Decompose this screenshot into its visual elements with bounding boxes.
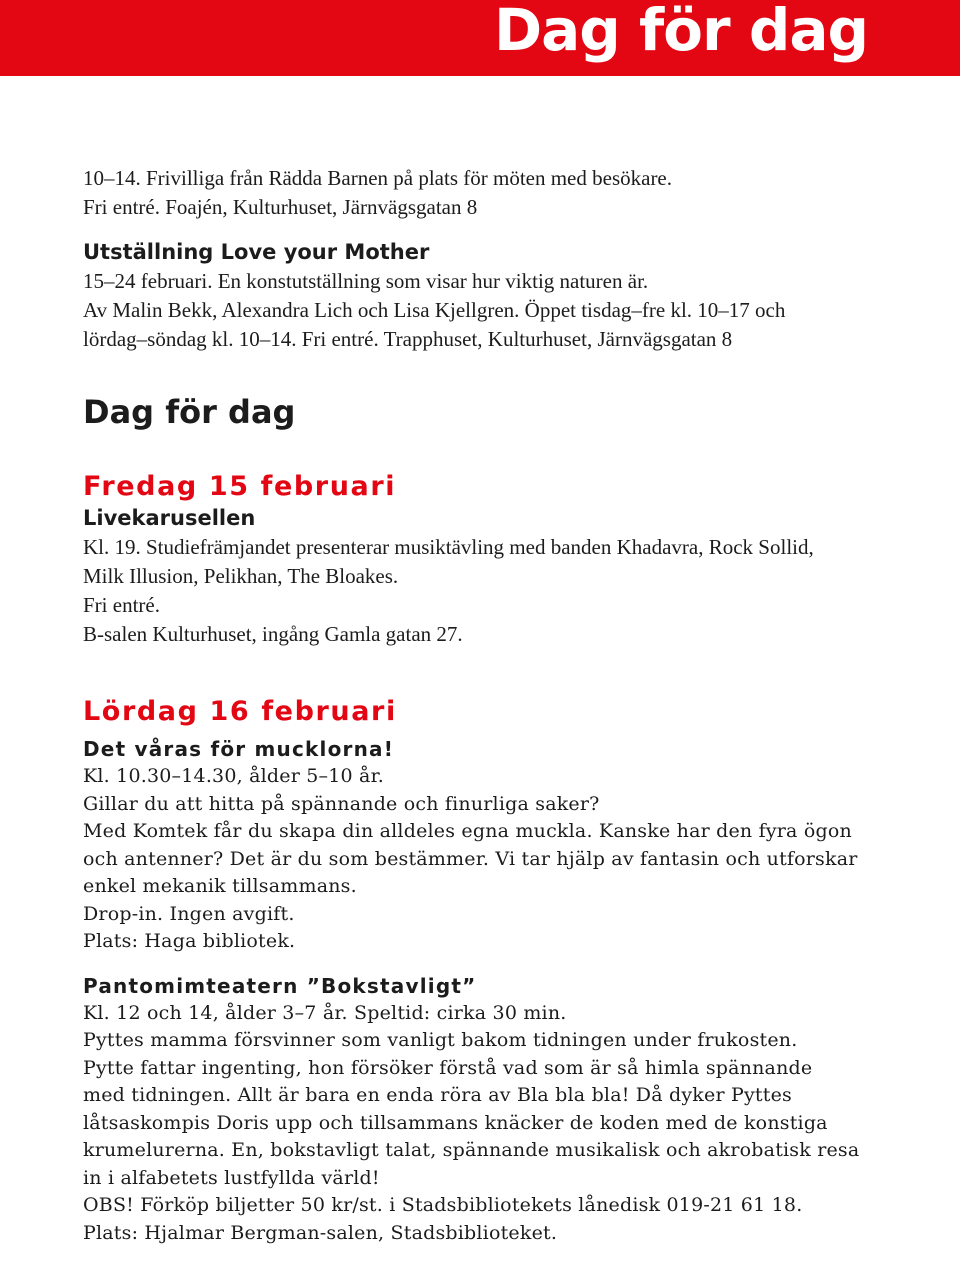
spacer: [83, 354, 903, 392]
event-line: Med Komtek får du skapa din alldeles egna muckla. Kanske har den fyra ögon: [83, 820, 852, 842]
event-title-bokstavligt: Pantomimteatern ”Bokstavligt”: [83, 973, 477, 998]
event-line: krumelurerna. En, bokstavligt talat, spännande musikalisk och akrobatisk resa: [83, 1139, 860, 1161]
event-line: med tidningen. Allt är bara en enda röra av Bla bla bla! Då dyker Pyttes: [83, 1084, 792, 1106]
intro-line: 10–14. Frivilliga från Rädda Barnen på plats för möten med besökare.: [83, 166, 673, 190]
header-banner: [0, 0, 960, 76]
intro-line: Fri entré. Foajén, Kulturhuset, Järnvägsgatan 8: [83, 195, 478, 219]
event-line: Kl. 12 och 14, ålder 3–7 år. Speltid: cirka 30 min.: [83, 1001, 567, 1024]
event-line: Pyttes mamma försvinner som vanligt bakom tidningen under frukosten.: [83, 1029, 798, 1051]
event-line: Pytte fattar ingenting, hon försöker förstå vad som är så himla spännande: [83, 1056, 813, 1079]
exhibition-line: Av Malin Bekk, Alexandra Lich och Lisa Kjellgren. Öppet tisdag–fre kl. 10–17 och: [83, 298, 786, 322]
event-title-mucklorna: Det våras för mucklorna!: [83, 737, 395, 761]
event-title-livekarusellen: Livekarusellen: [83, 506, 256, 530]
exhibition-line: lördag–söndag kl. 10–14. Fri entré. Trapphuset, Kulturhuset, Järnvägsgatan 8: [83, 327, 733, 351]
exhibition-line: 15–24 februari. En konstutställning som visar hur viktig naturen är.: [83, 269, 649, 293]
spacer: [83, 222, 903, 238]
event-line: OBS! Förköp biljetter 50 kr/st. i Stadsbibliotekets lånedisk 019-21 61 18.: [83, 1194, 803, 1216]
section-title: Dag för dag: [83, 393, 296, 431]
spacer: [83, 432, 903, 470]
exhibition-title: Utställning Love your Mother: [83, 240, 430, 264]
event-line: Drop-in. Ingen avgift.: [83, 902, 295, 925]
event-line: enkel mekanik tillsammans.: [83, 875, 357, 897]
page-content: [83, 164, 903, 1247]
header-title: Dag för dag: [493, 0, 868, 64]
spacer: [83, 649, 903, 695]
event-line: låtsaskompis Doris upp och tillsammans knäcker de koden med de konstiga: [83, 1111, 828, 1134]
day-title-saturday: Lördag 16 februari: [83, 696, 397, 727]
event-line: Gillar du att hitta på spännande och finurliga saker?: [83, 792, 600, 815]
event-line: B-salen Kulturhuset, ingång Gamla gatan 27.: [83, 622, 463, 646]
spacer: [83, 956, 903, 972]
event-line: Plats: Hjalmar Bergman-salen, Stadsbiblioteket.: [83, 1221, 558, 1244]
event-line: och antenner? Det är du som bestämmer. Vi tar hjälp av fantasin och utforskar: [83, 847, 858, 870]
day-title-friday: Fredag 15 februari: [83, 471, 397, 502]
event-line: Kl. 19. Studiefrämjandet presenterar musiktävling med banden Khadavra, Rock Sollid,: [83, 535, 814, 559]
event-line: Plats: Haga bibliotek.: [83, 930, 296, 952]
event-line: Milk Illusion, Pelikhan, The Bloakes.: [83, 564, 399, 588]
event-line: Kl. 10.30–14.30, ålder 5–10 år.: [83, 765, 385, 787]
event-line: in i alfabetets lustfyllda värld!: [83, 1166, 380, 1189]
event-line: Fri entré.: [83, 593, 160, 617]
